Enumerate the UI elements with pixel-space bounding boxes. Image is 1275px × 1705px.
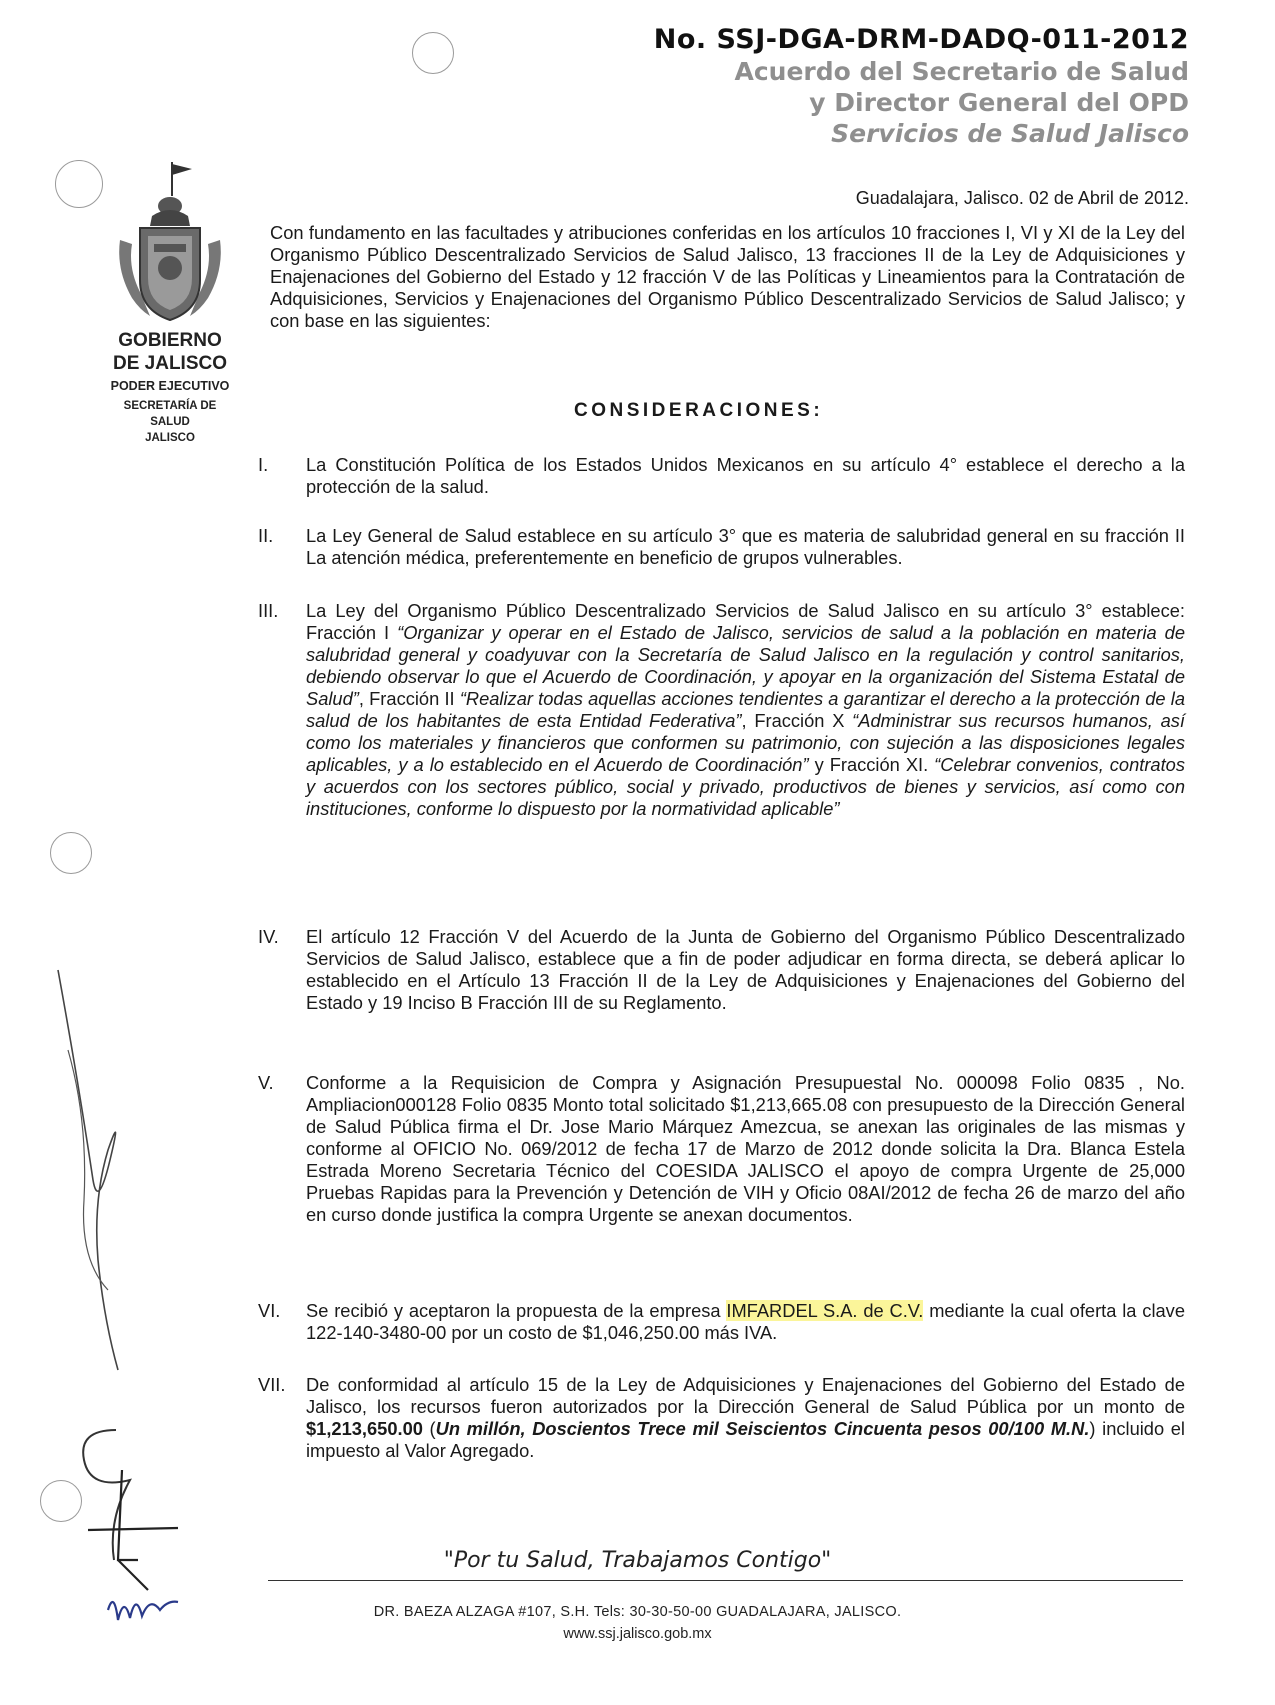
punch-hole-left-2 [50, 832, 92, 874]
quoted-text: “Realizar todas aquellas acciones tendientes a garantizar el derecho a la protección de la salud de los habitantes de esta Entidad Federativa” [306, 688, 1185, 731]
motto: "Por tu Salud, Trabajamos Contigo" [443, 1548, 832, 1573]
item-text: La Ley General de Salud establece en su artículo 3° que es materia de salubridad general en su fracción II La atención médica, preferentemente en beneficio de grupos vulnerables. [306, 525, 1185, 568]
punch-hole-top [412, 32, 454, 74]
authorized-amount: $1,213,650.00 [306, 1418, 423, 1439]
item-number: III. [258, 600, 279, 621]
consideration-item-5 [258, 1072, 1185, 1226]
consideration-item-7 [258, 1374, 1185, 1462]
item-number: IV. [258, 926, 279, 947]
item-text-part: , Fracción II [358, 688, 460, 709]
item-text-part: mediante la cual oferta la clave 122-140-3480-00 por un costo de $1,046,250.00 más IVA. [306, 1300, 1185, 1343]
executive-label: PODER EJECUTIVO [110, 379, 230, 393]
footer-divider [268, 1580, 1183, 1581]
consideration-item-1 [258, 454, 1185, 498]
item-number: V. [258, 1072, 274, 1093]
jalisco-coat-of-arms-icon [110, 160, 230, 325]
consideration-item-4 [258, 926, 1185, 1014]
item-number: II. [258, 525, 274, 546]
footer-website: www.ssj.jalisco.gob.mx [563, 1626, 712, 1642]
secretariat-label-3: JALISCO [145, 432, 195, 444]
document-date: Guadalajara, Jalisco. 02 de Abril de 2012. [855, 188, 1189, 208]
item-text-part: , Fracción X [741, 710, 853, 731]
item-text [306, 1300, 1185, 1344]
quoted-text: “Administrar sus recursos humanos, así como los materiales y financieros que conformen su patrimonio, con sujeción a las disposiciones legales aplicables, y a lo establecido en el Acuerdo de Coordinación” [306, 710, 1185, 775]
punch-hole-left-1 [55, 160, 103, 208]
highlighted-company-name: IMFARDEL S.A. de C.V. [726, 1300, 924, 1321]
agreement-line-3: Servicios de Salud Jalisco [831, 119, 1189, 148]
gov-line-1: GOBIERNO [118, 330, 222, 351]
consideration-item-3 [258, 600, 1185, 820]
intro-paragraph: Con fundamento en las facultades y atribuciones conferidas en los artículos 10 fracciones I, VI y XI de la Ley del Organismo Público Descentralizado Servicios de Salud Jalisco, 13 fracciones II de la Ley de Adquisiciones y Enajenaciones del Gobierno del Estado y 12 fracción V de las Políticas y Lineamientos para la Contratación de Adquisiciones, Servicios y Enajenaciones del Organismo Público Descentralizado Servicios de Salud Jalisco; y con base en las siguientes: [270, 222, 1185, 331]
item-text [306, 1374, 1185, 1462]
amount-in-words: Un millón, Doscientos Trece mil Seiscientos Cincuenta pesos 00/100 M.N. [435, 1418, 1090, 1439]
footer-address: DR. BAEZA ALZAGA #107, S.H. Tels: 30-30-50-00 GUADALAJARA, JALISCO. [373, 1604, 902, 1620]
item-number: VII. [258, 1374, 286, 1395]
consideration-item-2 [258, 525, 1185, 569]
secretariat-label-1: SECRETARÍA DE [123, 400, 217, 412]
item-text-part: Se recibió y aceptaron la propuesta de la empresa [306, 1300, 727, 1321]
agreement-line-2: y Director General del OPD [809, 88, 1189, 117]
item-number: I. [258, 454, 269, 475]
item-text [306, 600, 1185, 820]
considerations-heading: CONSIDERACIONES: [574, 400, 824, 421]
item-text-part: y Fracción XI. [808, 754, 935, 775]
agreement-heading [734, 56, 1189, 149]
item-text: La Constitución Política de los Estados Unidos Mexicanos en su artículo 4° establece el derecho a la protección de la salud. [306, 454, 1185, 497]
item-text: Conforme a la Requisicion de Compra y Asignación Presupuestal No. 000098 Folio 0835 , No. Ampliacion000128 Folio 0835 Monto total solicitado $1,213,665.08 con presupuesto de la Dirección General de Salud Pública firma el Dr. Jose Mario Márquez Amezcua, se anexan las originales de las mismas y conforme al OFICIO No. 069/2012 de fecha 17 de Marzo de 2012 donde solicita la Dra. Blanca Estela Estrada Moreno Secretaria Técnico del COESIDA JALISCO el apoyo de compra Urgente de 25,000 Pruebas Rapidas para la Prevención y Detención de VIH y Oficio 08AI/2012 de fecha 26 de marzo del año en curso donde justifica la compra Urgente se anexan documentos. [306, 1072, 1185, 1225]
item-text-part: De conformidad al artículo 15 de la Ley de Adquisiciones y Enajenaciones del Gobierno del Estado de Jalisco, los recursos fueron autorizados por la Dirección General de Salud Pública por un monto de [306, 1374, 1185, 1417]
quoted-text: “Organizar y operar en el Estado de Jalisco, servicios de salud a la población en materia de salubridad general y coadyuvar con la Secretaría de Salud Jalisco en la regulación y control sanitarios, debiendo observar lo que el Acuerdo de Coordinación, y apoyar en la organización del Sistema Estatal de Salud” [306, 622, 1186, 709]
item-text: El artículo 12 Fracción V del Acuerdo de la Junta de Gobierno del Organismo Público Descentralizado Servicios de Salud Jalisco, establece que a fin de poder adjudicar en forma directa, se deberá aplicar lo establecido en el Artículo 13 Fracción II de la Ley de Adquisiciones y Enajenaciones del Gobierno del Estado y 19 Inciso B Fracción III de su Reglamento. [306, 926, 1185, 1013]
agreement-line-1: Acuerdo del Secretario de Salud [734, 57, 1189, 86]
item-text-part: ( [422, 1418, 436, 1439]
document-number: No. SSJ-DGA-DRM-DADQ-011-2012 [653, 24, 1189, 55]
quoted-text: “Celebrar convenios, contratos y acuerdos con los sectores público, social y privado, productivos de bienes y servicios, así como con instituciones, conforme lo dispuesto por la normatividad aplicable” [306, 754, 1185, 819]
gov-line-2: DE JALISCO [112, 353, 228, 374]
item-text-part: ) incluido el impuesto al Valor Agregado. [306, 1418, 1185, 1461]
secretariat-label-2: SALUD [150, 416, 190, 428]
government-logo [100, 160, 240, 445]
consideration-item-6 [258, 1300, 1185, 1344]
item-text-part: La Ley del Organismo Público Descentralizado Servicios de Salud Jalisco en su artículo 3° establece: Fracción I [306, 600, 1185, 643]
item-number: VI. [258, 1300, 281, 1321]
